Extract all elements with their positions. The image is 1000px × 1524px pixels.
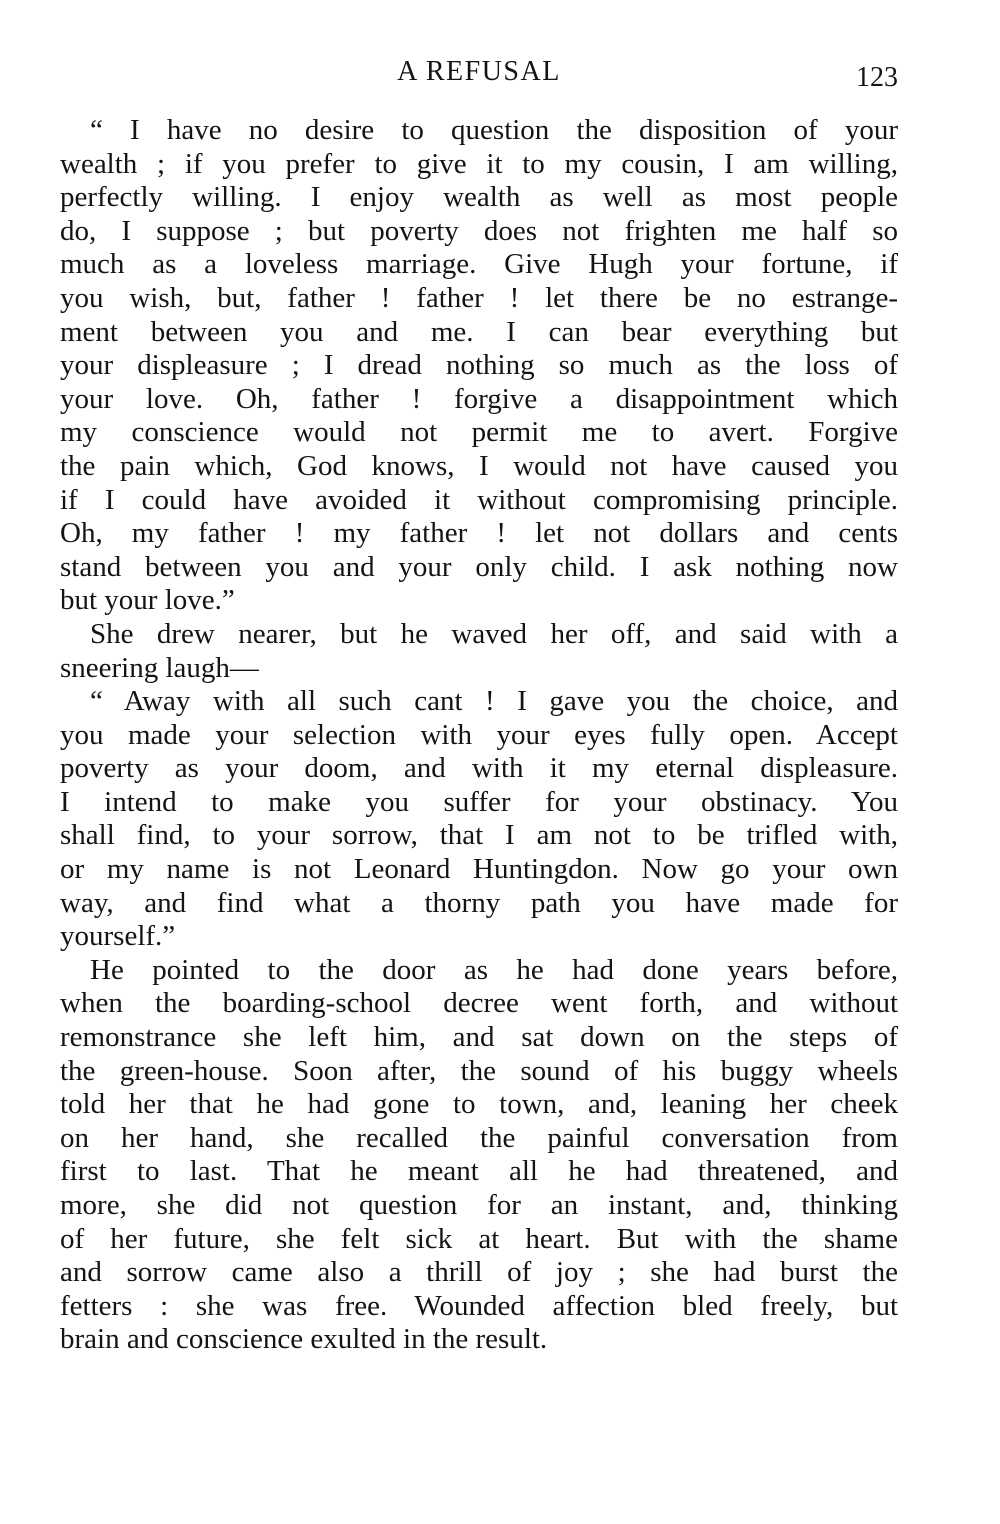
page-number: 123 (856, 62, 898, 93)
text-line: yourself.” (60, 920, 176, 953)
text-line: if I could have avoided it without compromising principle. (60, 483, 898, 516)
text-line: He pointed to the door as he had done years before, (90, 953, 898, 986)
text-line: the pain which, God knows, I would not have caused you (60, 449, 898, 482)
body-text (60, 114, 898, 1357)
text-line: I intend to make you suffer for your obstinacy. You (60, 785, 898, 818)
text-line: brain and conscience exulted in the result. (60, 1323, 548, 1356)
text-line: or my name is not Leonard Huntingdon. Now go your own (60, 853, 898, 886)
text-line: stand between you and your only child. I ask nothing now (60, 550, 898, 583)
text-line: shall find, to your sorrow, that I am not to be trifled with, (60, 819, 898, 852)
text-line: wealth ; if you prefer to give it to my cousin, I am willing, (60, 147, 898, 180)
running-head (60, 56, 898, 96)
text-line: and sorrow came also a thrill of joy ; she had burst the (60, 1256, 898, 1289)
text-line: the green-house. Soon after, the sound of his buggy wheels (60, 1054, 898, 1087)
text-line: your displeasure ; I dread nothing so much as the loss of (60, 349, 898, 382)
text-line: much as a loveless marriage. Give Hugh your fortune, if (60, 248, 898, 281)
text-line: first to last. That he meant all he had threatened, and (60, 1155, 898, 1188)
text-line: Oh, my father ! my father ! let not dollars and cents (60, 517, 898, 550)
running-title: A REFUSAL (397, 56, 561, 87)
text-line: poverty as your doom, and with it my eternal displeasure. (60, 752, 898, 785)
text-line: ment between you and me. I can bear everything but (60, 315, 898, 348)
text-line: fetters : she was free. Wounded affection bled freely, but (60, 1289, 898, 1322)
text-line: remonstrance she left him, and sat down on the steps of (60, 1021, 898, 1054)
text-line: when the boarding-school decree went forth, and without (60, 987, 898, 1020)
text-line: She drew nearer, but he waved her off, and said with a (90, 617, 898, 650)
text-line: but your love.” (60, 584, 235, 617)
text-line: your love. Oh, father ! forgive a disappointment which (60, 382, 898, 415)
text-line: do, I suppose ; but poverty does not frighten me half so (60, 214, 898, 247)
text-line: told her that he had gone to town, and, leaning her cheek (60, 1088, 898, 1121)
text-line: you made your selection with your eyes fully open. Accept (60, 718, 898, 751)
text-line: you wish, but, father ! father ! let there be no estrange- (60, 281, 898, 314)
text-line: on her hand, she recalled the painful conversation from (60, 1121, 898, 1154)
text-line: of her future, she felt sick at heart. But with the shame (60, 1222, 898, 1255)
text-line: “ I have no desire to question the disposition of your (90, 114, 898, 146)
text-line: my conscience would not permit me to avert. Forgive (60, 416, 898, 449)
text-line: more, she did not question for an instant, and, thinking (60, 1189, 898, 1221)
text-line: sneering laugh— (60, 651, 259, 684)
text-line: way, and find what a thorny path you have made for (60, 886, 898, 919)
text-line: “ Away with all such cant ! I gave you the choice, and (90, 685, 898, 718)
text-line: perfectly willing. I enjoy wealth as well as most people (60, 181, 898, 214)
